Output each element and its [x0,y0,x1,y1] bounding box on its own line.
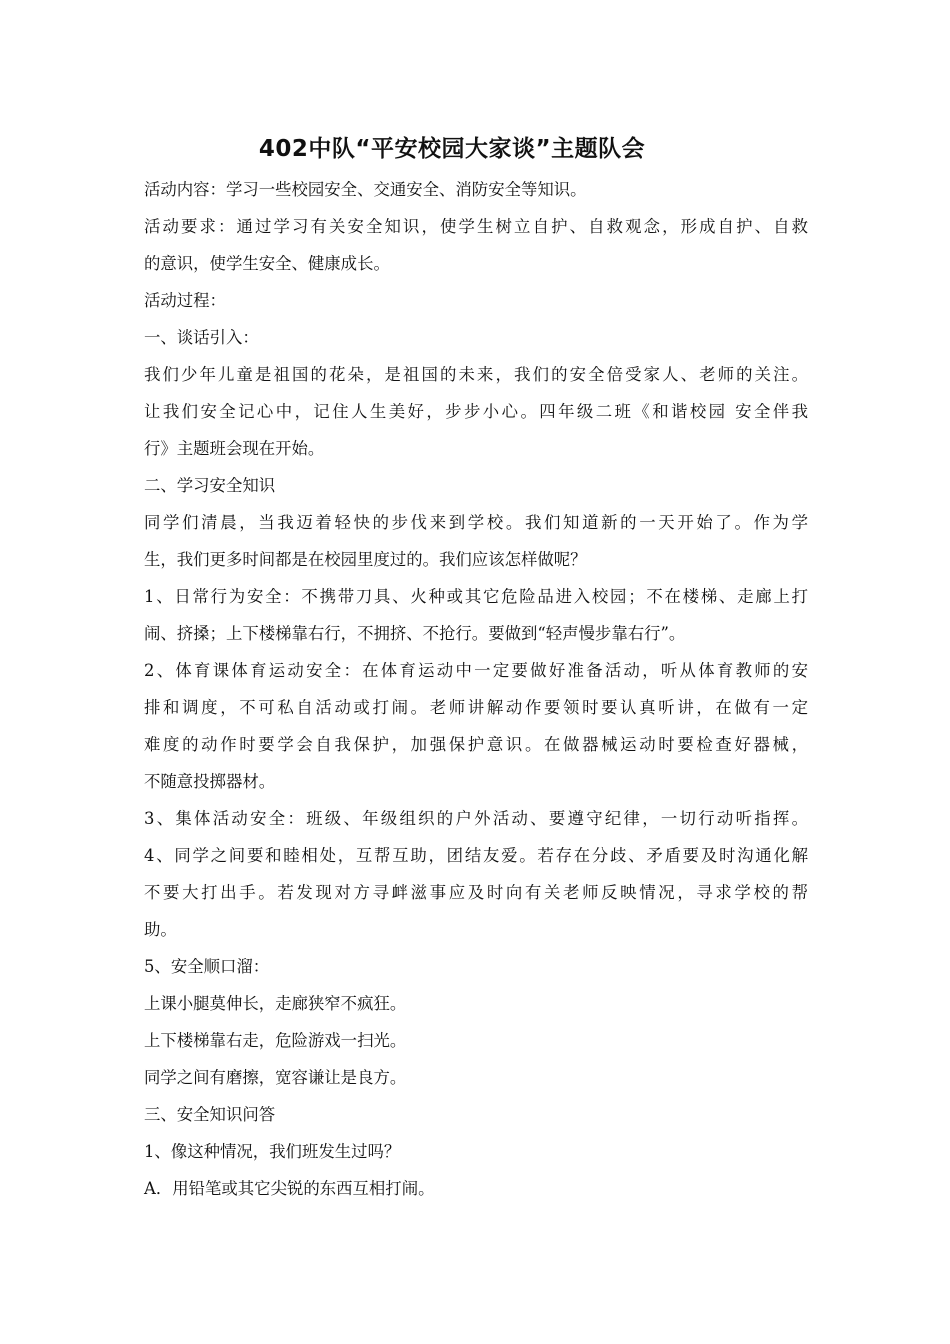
paragraph-line: 一、谈话引入： [144,328,259,347]
paragraph-line: 上下楼梯靠右走，危险游戏一扫光。 [144,1031,407,1050]
paragraph-line: 让我们安全记心中，记住人生美好，步步小心。四年级二班《和谐校园 安全伴我 [144,402,808,421]
document-title: 402中队“平安校园大家谈”主题队会 [258,136,646,162]
paragraph-line: 二、学习安全知识 [144,476,276,495]
document-body [144,171,808,1207]
paragraph-line: A．用铅笔或其它尖锐的东西互相打闹。 [144,1179,435,1198]
paragraph-line: 不随意投掷器材。 [144,772,276,791]
paragraph-line: 上课小腿莫伸长，走廊狭窄不疯狂。 [144,994,407,1013]
paragraph-line: 三、安全知识问答 [144,1105,276,1124]
paragraph-line: 活动内容：学习一些校园安全、交通安全、消防安全等知识。 [144,180,587,199]
paragraph-line: 4、同学之间要和睦相处，互帮互助，团结友爱。若存在分歧、矛盾要及时沟通化解 [144,846,808,865]
paragraph-line: 同学们清晨，当我迈着轻快的步伐来到学校。我们知道新的一天开始了。作为学 [144,513,808,532]
paragraph-line: 同学之间有磨擦，宽容谦让是良方。 [144,1068,407,1087]
paragraph-line: 排和调度，不可私自活动或打闹。老师讲解动作要领时要认真听讲，在做有一定 [144,698,808,717]
paragraph-line: 闹、挤搡；上下楼梯靠右行，不拥挤、不抢行。要做到“轻声慢步靠右行”。 [144,624,686,643]
paragraph-line: 2、体育课体育运动安全：在体育运动中一定要做好准备活动，听从体育教师的安 [144,661,808,680]
paragraph-line: 生，我们更多时间都是在校园里度过的。我们应该怎样做呢？ [144,550,587,569]
paragraph-line: 不要大打出手。若发现对方寻衅滋事应及时向有关老师反映情况，寻求学校的帮 [144,883,808,902]
paragraph-line: 难度的动作时要学会自我保护，加强保护意识。在做器械运动时要检查好器械， [144,735,808,754]
paragraph-line: 我们少年儿童是祖国的花朵，是祖国的未来，我们的安全倍受家人、老师的关注。 [144,365,808,384]
paragraph-line: 活动过程： [144,291,226,310]
paragraph-line: 行》主题班会现在开始。 [144,439,325,458]
paragraph-line: 活动要求：通过学习有关安全知识，使学生树立自护、自救观念，形成自护、自救 [144,217,808,236]
paragraph-line: 3、集体活动安全：班级、年级组织的户外活动、要遵守纪律，一切行动听指挥。 [144,809,808,828]
paragraph-line: 1、日常行为安全：不携带刀具、火种或其它危险品进入校园；不在楼梯、走廊上打 [144,587,808,606]
paragraph-line: 5、安全顺口溜： [144,957,270,976]
paragraph-line: 1、像这种情况，我们班发生过吗？ [144,1142,401,1161]
paragraph-line: 的意识，使学生安全、健康成长。 [144,254,390,273]
paragraph-line: 助。 [144,920,177,939]
